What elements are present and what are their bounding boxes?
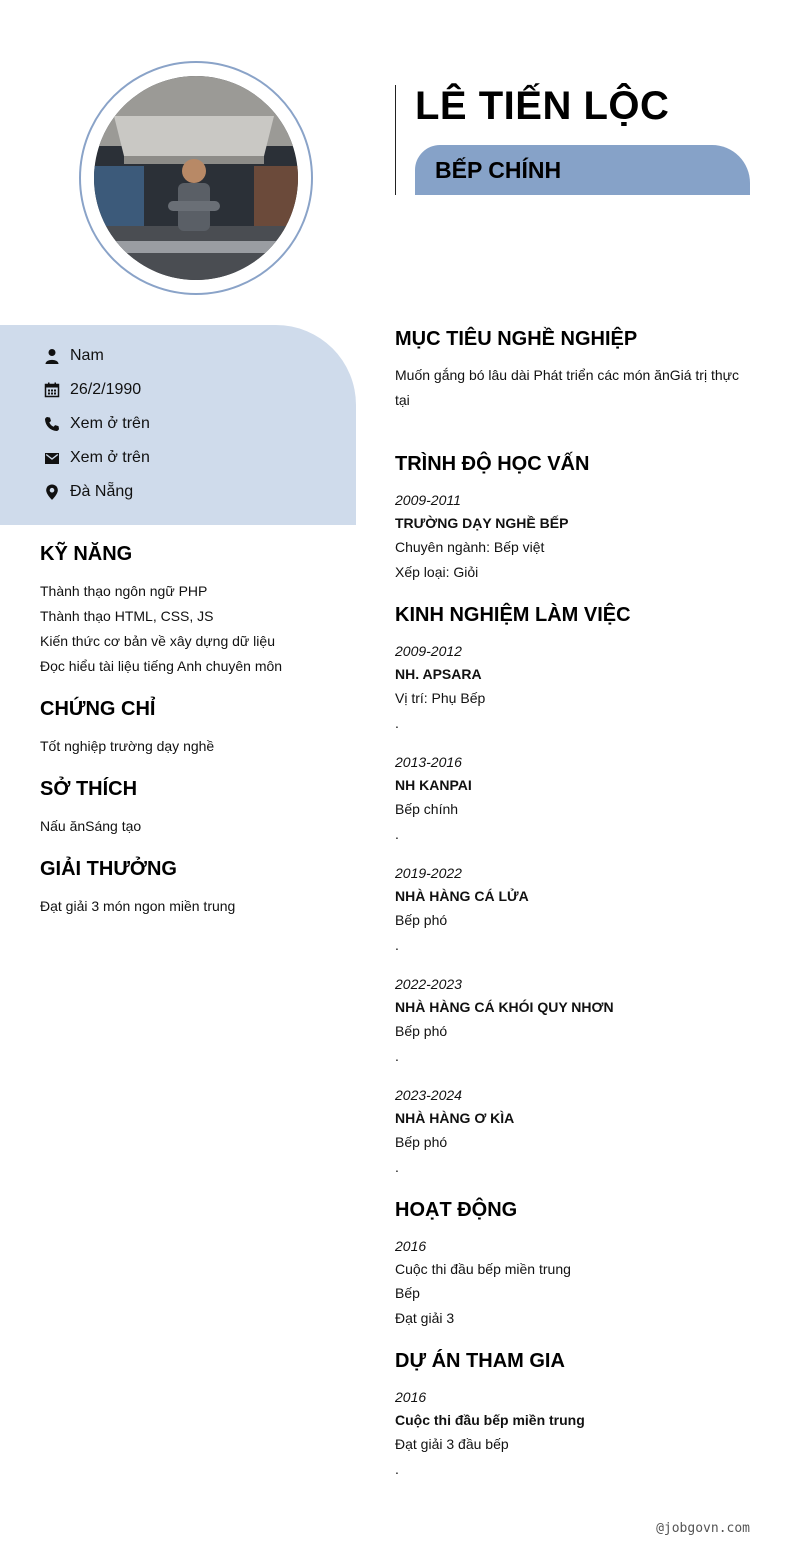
- experience-position: Vị trí: Phụ Bếp: [395, 690, 486, 706]
- activity-name: Cuộc thi đầu bếp miền trung: [395, 1261, 571, 1277]
- experience-company: NHÀ HÀNG Ơ KÌA: [395, 1110, 515, 1126]
- skill-item: Thành thạo HTML, CSS, JS: [40, 608, 214, 624]
- avatar: [94, 76, 298, 280]
- project-note: .: [395, 1461, 399, 1477]
- contact-gender: Nam: [44, 345, 104, 367]
- experience-position: Bếp phó: [395, 912, 448, 928]
- experience-note: .: [395, 715, 399, 731]
- phone-icon: [44, 416, 60, 432]
- experience-company: NHÀ HÀNG CÁ KHÓI QUY NHƠN: [395, 999, 614, 1015]
- skill-item: Đọc hiểu tài liệu tiếng Anh chuyên môn: [40, 658, 283, 674]
- experience-company: NHÀ HÀNG CÁ LỬA: [395, 888, 529, 904]
- watermark: @jobgovn.com: [656, 1521, 750, 1536]
- certificates-heading: CHỨNG CHỈ: [40, 698, 156, 720]
- experience-period: 2013-2016: [395, 754, 462, 770]
- job-title: BẾP CHÍNH: [435, 156, 562, 183]
- experience-note: .: [395, 1159, 399, 1175]
- award-item: Đạt giải 3 món ngon miền trung: [40, 898, 236, 914]
- experience-company: NH. APSARA: [395, 666, 482, 682]
- education-heading: TRÌNH ĐỘ HỌC VẤN: [395, 453, 590, 475]
- education-period: 2009-2011: [395, 492, 461, 508]
- person-icon: [44, 348, 60, 364]
- activity-period: 2016: [395, 1238, 427, 1254]
- activity-role: Bếp: [395, 1285, 420, 1301]
- experience-note: .: [395, 1048, 399, 1064]
- skill-item: Thành thạo ngôn ngữ PHP: [40, 583, 208, 599]
- project-result: Đạt giải 3 đầu bếp: [395, 1436, 509, 1452]
- objective-text: Muốn gắng bó lâu dài Phát triển các món ănGiá trị thực tại: [395, 367, 740, 408]
- objective-heading: MỤC TIÊU NGHỀ NGHIỆP: [395, 328, 638, 350]
- project-name: Cuộc thi đầu bếp miền trung: [395, 1412, 585, 1428]
- candidate-name: LÊ TIẾN LỘC: [415, 84, 670, 128]
- experience-note: .: [395, 937, 399, 953]
- hobbies-heading: SỞ THÍCH: [40, 778, 138, 800]
- contact-email: Xem ở trên: [44, 447, 150, 469]
- experience-company: NH KANPAI: [395, 777, 472, 793]
- header-divider: [395, 85, 396, 195]
- experience-period: 2019-2022: [395, 865, 462, 881]
- contact-phone: Xem ở trên: [44, 413, 150, 435]
- activities-heading: HOẠT ĐỘNG: [395, 1199, 518, 1221]
- experience-position: Bếp phó: [395, 1023, 448, 1039]
- contact-address: Đà Nẵng: [44, 481, 133, 503]
- job-title-badge: [415, 145, 750, 195]
- education-school: TRƯỜNG DẠY NGHỀ BẾP: [395, 515, 569, 531]
- experience-note: .: [395, 826, 399, 842]
- education-major: Chuyên ngành: Bếp việt: [395, 539, 545, 555]
- avatar-photo: [94, 76, 298, 280]
- calendar-icon: [44, 382, 60, 398]
- experience-heading: KINH NGHIỆM LÀM VIỆC: [395, 604, 631, 626]
- certificate-item: Tốt nghiệp trường dạy nghề: [40, 738, 215, 754]
- projects-heading: DỰ ÁN THAM GIA: [395, 1350, 565, 1372]
- experience-position: Bếp phó: [395, 1134, 448, 1150]
- email-icon: [44, 450, 60, 466]
- project-period: 2016: [395, 1389, 427, 1405]
- awards-heading: GIẢI THƯỞNG: [40, 858, 177, 880]
- education-grade: Xếp loại: Giỏi: [395, 564, 479, 580]
- location-pin-icon: [44, 484, 60, 500]
- experience-period: 2023-2024: [395, 1087, 462, 1103]
- skills-heading: KỸ NĂNG: [40, 543, 133, 565]
- skill-item: Kiến thức cơ bản về xây dựng dữ liệu: [40, 633, 275, 649]
- experience-position: Bếp chính: [395, 801, 459, 817]
- hobby-item: Nấu ănSáng tạo: [40, 818, 142, 834]
- contact-birthday: 26/2/1990: [44, 379, 141, 401]
- experience-period: 2009-2012: [395, 643, 462, 659]
- experience-period: 2022-2023: [395, 976, 462, 992]
- activity-result: Đạt giải 3: [395, 1310, 455, 1326]
